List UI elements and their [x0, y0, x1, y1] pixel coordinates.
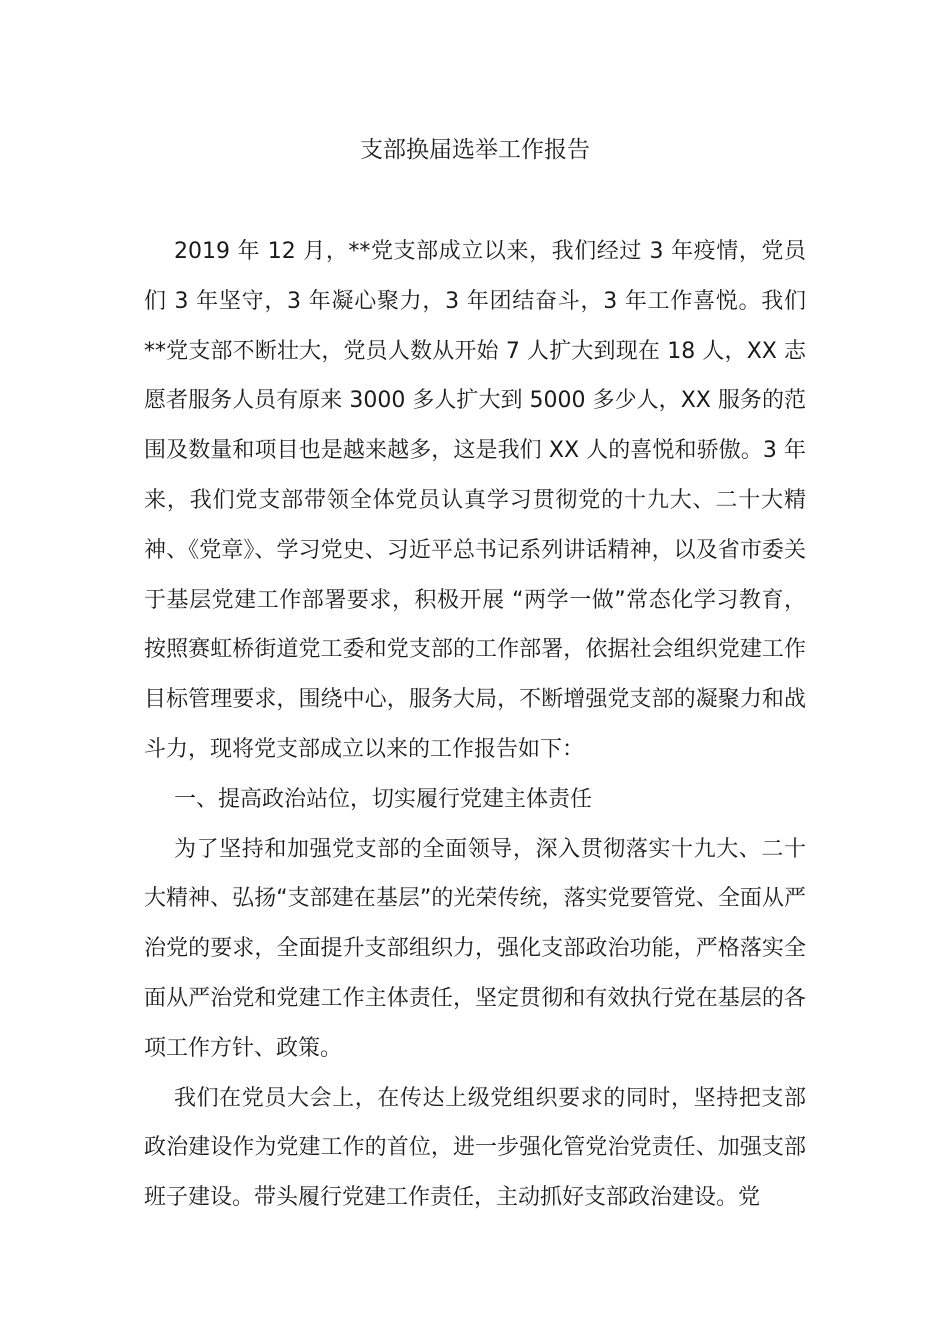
section-heading-1: 一、提高政治站位，切实履行党建主体责任: [174, 786, 593, 812]
document-title: 支部换届选举工作报告: [360, 137, 590, 163]
paragraph-section1-b: 我们在党员大会上，在传达上级党组织要求的同时，坚持把支部政治建设作为党建工作的首位，进一步强化管党治党责任、加强支部班子建设。带头履行党建工作责任，主动抓好支部政治建设。党: [144, 1085, 806, 1211]
document-body: [144, 227, 806, 1223]
paragraph-section1-a: 为了坚持和加强党支部的全面领导，深入贯彻落实十九大、二十大精神、弘扬“支部建在基层”的光荣传统，落实党要管党、全面从严治党的要求，全面提升支部组织力，强化支部政治功能，严格落实全面从严治党和党建工作主体责任，坚定贯彻和有效执行党在基层的各项工作方针、政策。: [144, 836, 806, 1061]
paragraph-intro: 2019 年 12 月，**党支部成立以来，我们经过 3 年疫情，党员们 3 年坚守，3 年凝心聚力，3 年团结奋斗，3 年工作喜悦。我们**党支部不断壮大，党员人数从开始 7 人扩大到现在 18 人，XX 志愿者服务人员有原来 3000 多人扩大到 5000 多少人，XX 服务的范围及数量和项目也是越来越多，这是我们 XX 人的喜悦和骄傲。3 年来，我们党支部带领全体党员认真学习贯彻党的十九大、二十大精神、《党章》、学习党史、习近平总书记系列讲话精神，以及省市委关于基层党建工作部署要求，积极开展 “两学一做”常态化学习教育，按照赛虹桥街道党工委和党支部的工作部署，依据社会组织党建工作目标管理要求，围绕中心，服务大局，不断增强党支部的凝聚力和战斗力，现将党支部成立以来的工作报告如下：: [144, 239, 806, 762]
